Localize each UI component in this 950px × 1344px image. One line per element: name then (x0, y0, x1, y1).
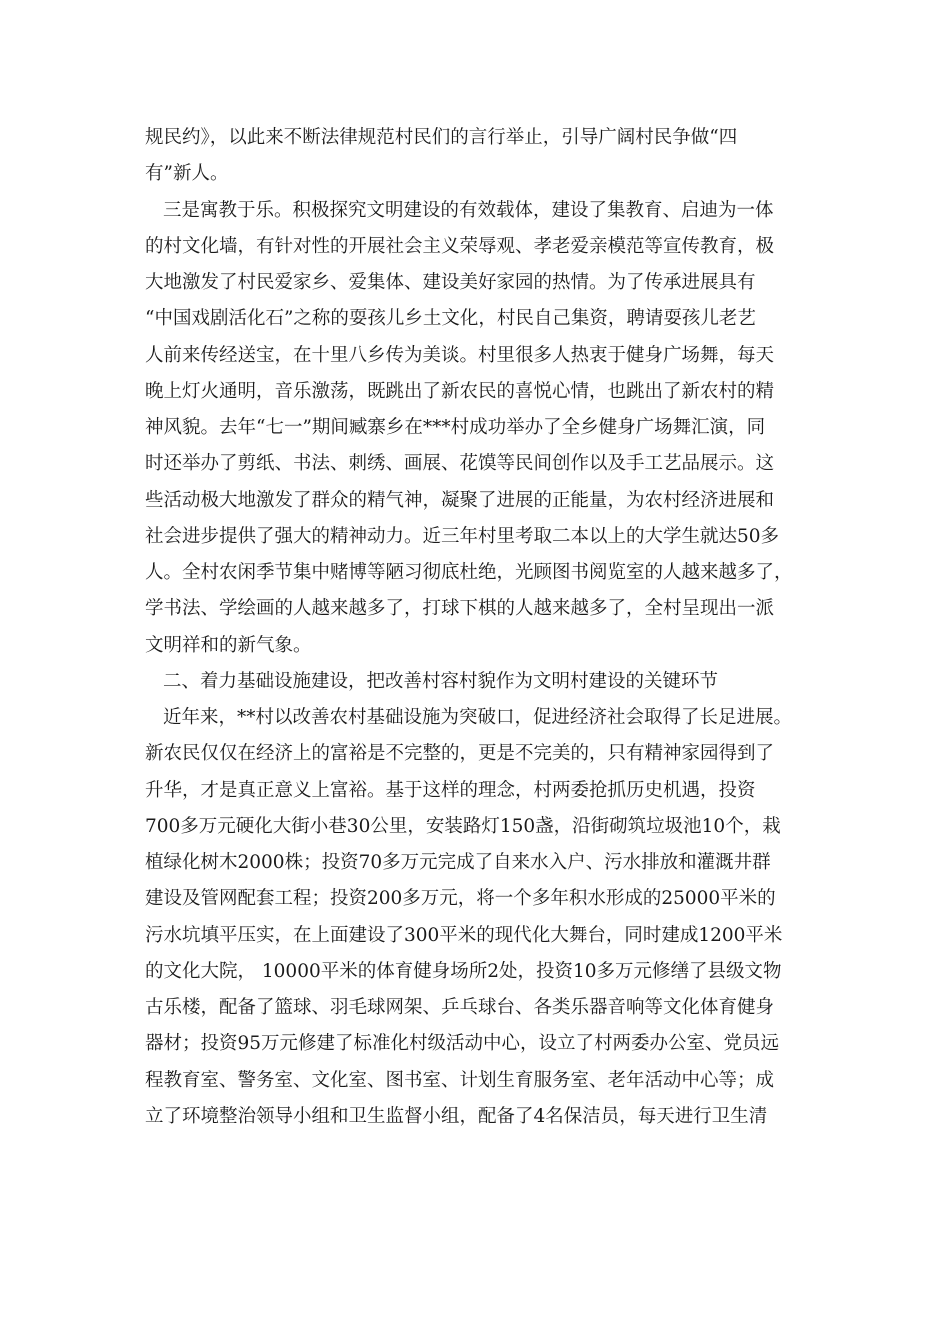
text-line: 神风貌。去年“七一”期间臧寨乡在***村成功举办了全乡健身广场舞汇演，同 (145, 417, 766, 438)
text-line: 人前来传经送宝，在十里八乡传为美谈。村里很多人热衷于健身广场舞，每天 (145, 344, 775, 366)
section-heading: 二、着力基础设施建设，把改善村容村貌作为文明村建设的关键环节 (163, 670, 719, 692)
text-line: 文明祥和的新气象。 (145, 634, 312, 656)
text-line: “中国戏剧活化石”之称的耍孩儿乡土文化，村民自己集资，聘请耍孩儿老艺 (145, 308, 756, 330)
text-line: 建设及管网配套工程；投资200多万元，将一个多年积水形成的25000平米的 (145, 888, 776, 910)
text-line: 器材；投资95万元修建了标准化村级活动中心，设立了村两委办公室、党员远 (145, 1033, 780, 1055)
text-line: 植绿化树木2000株；投资70多万元完成了自来水入户、污水排放和灌溉井群 (145, 852, 771, 873)
text-line: 古乐楼，配备了篮球、羽毛球网架、乒乓球台、各类乐器音响等文化体育健身 (145, 997, 775, 1018)
text-line: 大地激发了村民爱家乡、爱集体、建设美好家园的热情。为了传承进展具有 (145, 272, 756, 293)
document-body (145, 120, 825, 1135)
text-line: 程教育室、警务室、文化室、图书室、计划生育服务室、老年活动中心等；成 (145, 1069, 775, 1091)
text-line: 些活动极大地激发了群众的精气神，凝聚了进展的正能量，为农村经济进展和 (145, 489, 775, 511)
text-line: 升华，才是真正意义上富裕。基于这样的理念，村两委抢抓历史机遇，投资 (145, 779, 756, 801)
paragraph-start-line: 三是寓教于乐。积极探究文明建设的有效载体，建设了集教育、启迪为一体 (163, 199, 774, 221)
text-line: 污水坑填平压实，在上面建设了300平米的现代化大舞台，同时建成1200平米 (145, 924, 783, 946)
text-line: 时还举办了剪纸、书法、刺绣、画展、花馍等民间创作以及手工艺品展示。这 (145, 453, 775, 475)
text-line: 的村文化墙，有针对性的开展社会主义荣辱观、孝老爱亲模范等宣传教育，极 (145, 235, 775, 257)
paragraph-start-line: 近年来，**村以改善农村基础设施为突破口，促进经济社会取得了长足进展。 (163, 707, 793, 728)
text-line: 的文化大院， 10000平米的体育健身场所2处，投资10多万元修缮了县级文物 (145, 960, 782, 982)
text-line: 规民约》，以此来不断法律规范村民们的言行举止，引导广阔村民争做“四 (145, 127, 738, 148)
text-line: 学书法、学绘画的人越来越多了，打球下棋的人越来越多了，全村呈现出一派 (145, 598, 775, 620)
text-line: 700多万元硬化大街小巷30公里，安装路灯150盏，沿街砌筑垃圾池10个，栽 (145, 815, 781, 837)
text-line: 有”新人。 (145, 163, 229, 185)
text-line: 人。全村农闲季节集中赌博等陋习彻底杜绝，光顾图书阅览室的人越来越多了， (145, 562, 793, 583)
text-line: 新农民仅仅在经济上的富裕是不完整的，更是不完美的，只有精神家园得到了 (145, 743, 775, 765)
text-line: 立了环境整治领导小组和卫生监督小组，配备了4名保洁员，每天进行卫生清 (145, 1105, 768, 1127)
text-line: 社会进步提供了强大的精神动力。近三年村里考取二本以上的大学生就达50多 (145, 525, 780, 547)
text-line: 晚上灯火通明，音乐激荡，既跳出了新农民的喜悦心情，也跳出了新农村的精 (145, 380, 775, 402)
